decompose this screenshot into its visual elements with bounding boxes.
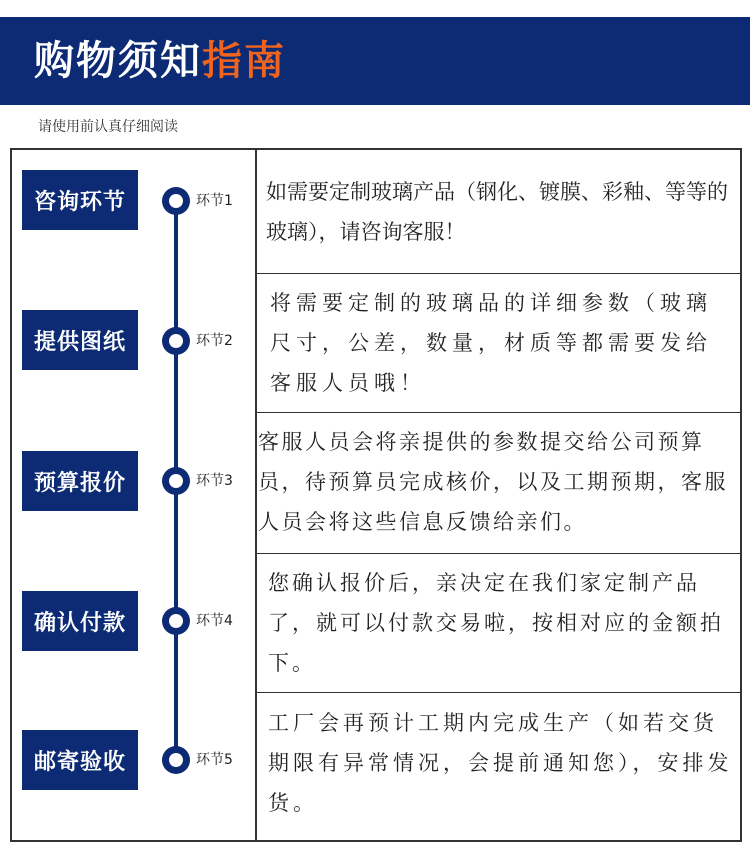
step-3-dot — [162, 467, 190, 495]
step-2-description: 将需要定制的玻璃品的详细参数（玻璃尺寸，公差，数量，材质等都需要发给客服人员哦！ — [270, 291, 712, 395]
step-4-badge: 确认付款 — [22, 591, 138, 651]
title-highlight: 指南 — [202, 38, 286, 84]
page-title — [34, 35, 286, 87]
column-divider — [255, 148, 257, 842]
step-5-dot — [162, 746, 190, 774]
step-2-dot — [162, 327, 190, 355]
step-1-label: 环节1 — [196, 193, 233, 209]
step-2-badge: 提供图纸 — [22, 310, 138, 370]
step-1-description: 如需要定制玻璃产品（钢化、镀膜、彩釉、等等的玻璃），请咨询客服！ — [266, 180, 728, 244]
step-3-badge: 预算报价 — [22, 451, 138, 511]
step-1-badge: 咨询环节 — [22, 170, 138, 230]
row-divider-1 — [255, 273, 742, 274]
step-5-badge: 邮寄验收 — [22, 730, 138, 790]
step-3-description: 客服人员会将亲提供的参数提交给公司预算员，待预算员完成核价，以及工期预期，客服人员会将这些信息反馈给亲们。 — [258, 430, 728, 534]
step-4-dot — [162, 607, 190, 635]
header-banner — [0, 17, 750, 105]
step-5-label: 环节5 — [196, 752, 233, 768]
step-1-dot — [162, 187, 190, 215]
step-4-description: 您确认报价后，亲决定在我们家定制产品了，就可以付款交易啦，按相对应的金额拍下。 — [268, 571, 724, 675]
step-3-label: 环节3 — [196, 473, 233, 489]
row-divider-4 — [255, 692, 742, 693]
subtitle: 请使用前认真仔细阅读 — [38, 119, 178, 135]
step-4-label: 环节4 — [196, 613, 233, 629]
title-main: 购物须知 — [34, 38, 202, 84]
header-underline — [0, 112, 412, 114]
step-2-label: 环节2 — [196, 333, 233, 349]
step-5-description: 工厂会再预计工期内完成生产（如若交货期限有异常情况，会提前通知您），安排发货。 — [268, 711, 733, 815]
row-divider-3 — [255, 553, 742, 554]
row-divider-2 — [255, 412, 742, 413]
